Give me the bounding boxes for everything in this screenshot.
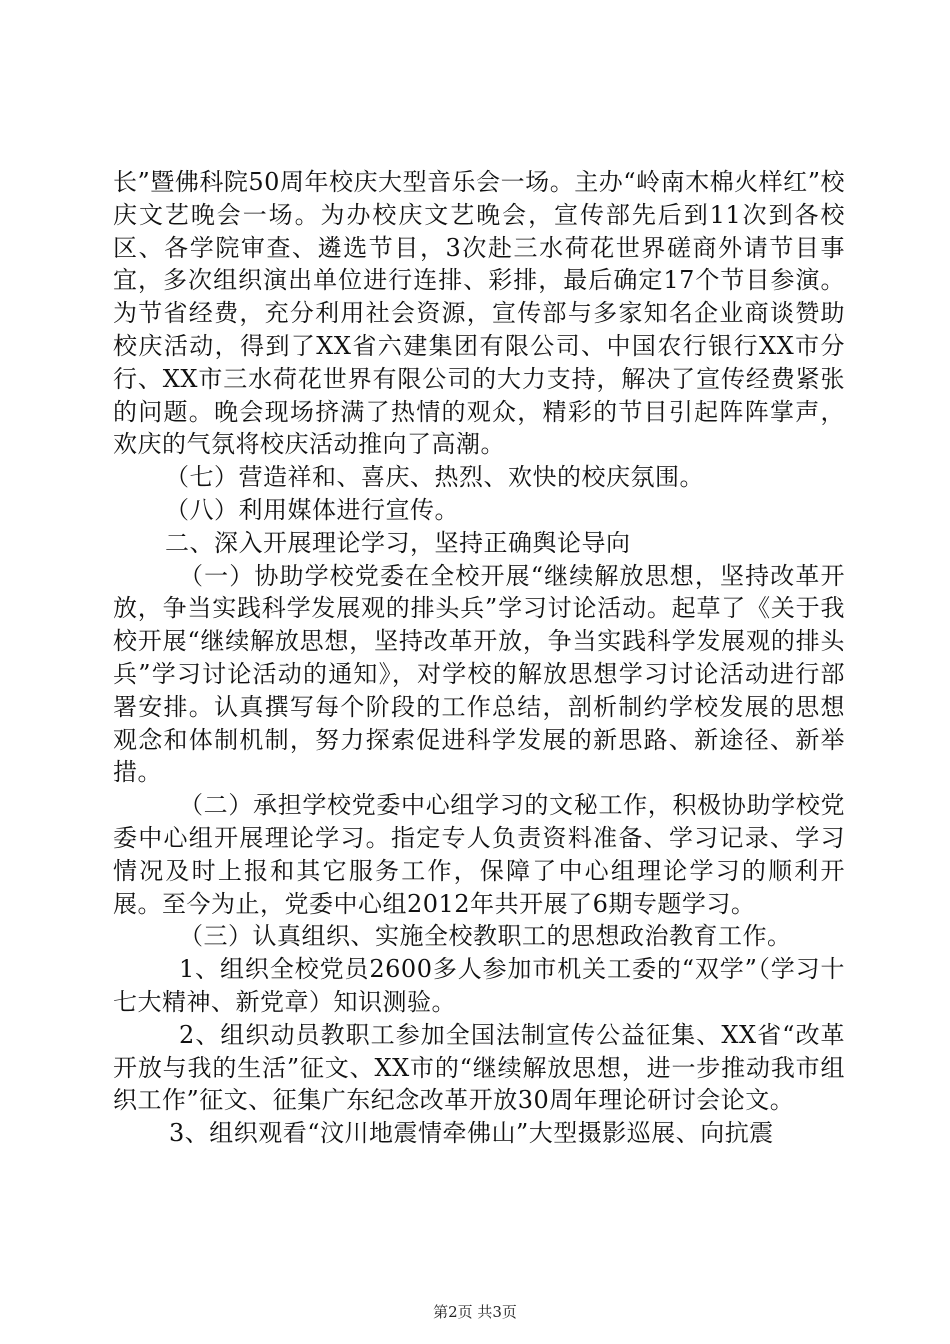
paragraph-item-7: （七）营造祥和、喜庆、热烈、欢快的校庆氛围。 [165,463,704,492]
paragraph-item-3: （三）认真组织、实施全校教职工的思想政治教育工作。 [179,922,792,951]
page-indicator: 第2页 共3页 [433,1303,517,1321]
paragraph-item-1: （一）协助学校党委在全校开展“继续解放思想，坚持改革开放，争当实践科学发展观的排头兵”学习讨论活动。起草了《关于我校开展“继续解放思想，坚持改革开放，争当实践科学发展观的排头兵”学习讨论活动的通知》，对学校的解放思想学习讨论活动进行部署安排。认真撰写每个阶段的工作总结，剖析制约学校发展的思想观念和体制机制，努力探索促进科学发展的新思路、新途径、新举措。 [113,561,845,787]
paragraph-item-2: （二）承担学校党委中心组学习的文秘工作，积极协助学校党委中心组开展理论学习。指定专人负责资料准备、学习记录、学习情况及时上报和其它服务工作，保障了中心组理论学习的顺利开展。至今为止，党委中心组2012年共开展了6期专题学习。 [113,791,845,918]
paragraph-item-8: （八）利用媒体进行宣传。 [165,495,459,524]
document-body [113,166,845,1150]
paragraph-subitem-3: 3、组织观看“汶川地震情牵佛山”大型摄影巡展、向抗震 [169,1119,774,1148]
section-heading-2: 二、深入开展理论学习，坚持正确舆论导向 [165,528,631,557]
paragraph-subitem-1: 1、组织全校党员2600多人参加市机关工委的“双学”（学习十七大精神、新党章）知识测验。 [113,955,845,1016]
paragraph-subitem-2: 2、组织动员教职工参加全国法制宣传公益征集、XX省“改革开放与我的生活”征文、XX市的“继续解放思想，进一步推动我市组织工作”征文、征集广东纪念改革开放30周年理论研讨会论文。 [113,1020,845,1115]
page-footer [0,1303,950,1321]
paragraph-celebration-concert: 长”暨佛科院50周年校庆大型音乐会一场。主办“岭南木棉火样红”校庆文艺晚会一场。为办校庆文艺晚会，宣传部先后到11次到各校区、各学院审查、遴选节目，3次赴三水荷花世界磋商外请节目事宜，多次组织演出单位进行连排、彩排，最后确定17个节目参演。为节省经费，充分利用社会资源，宣传部与多家知名企业商谈赞助校庆活动，得到了XX省六建集团有限公司、中国农行银行XX市分行、XX市三水荷花世界有限公司的大力支持，解决了宣传经费紧张的问题。晚会现场挤满了热情的观众，精彩的节目引起阵阵掌声，欢庆的气氛将校庆活动推向了高潮。 [113,168,845,459]
